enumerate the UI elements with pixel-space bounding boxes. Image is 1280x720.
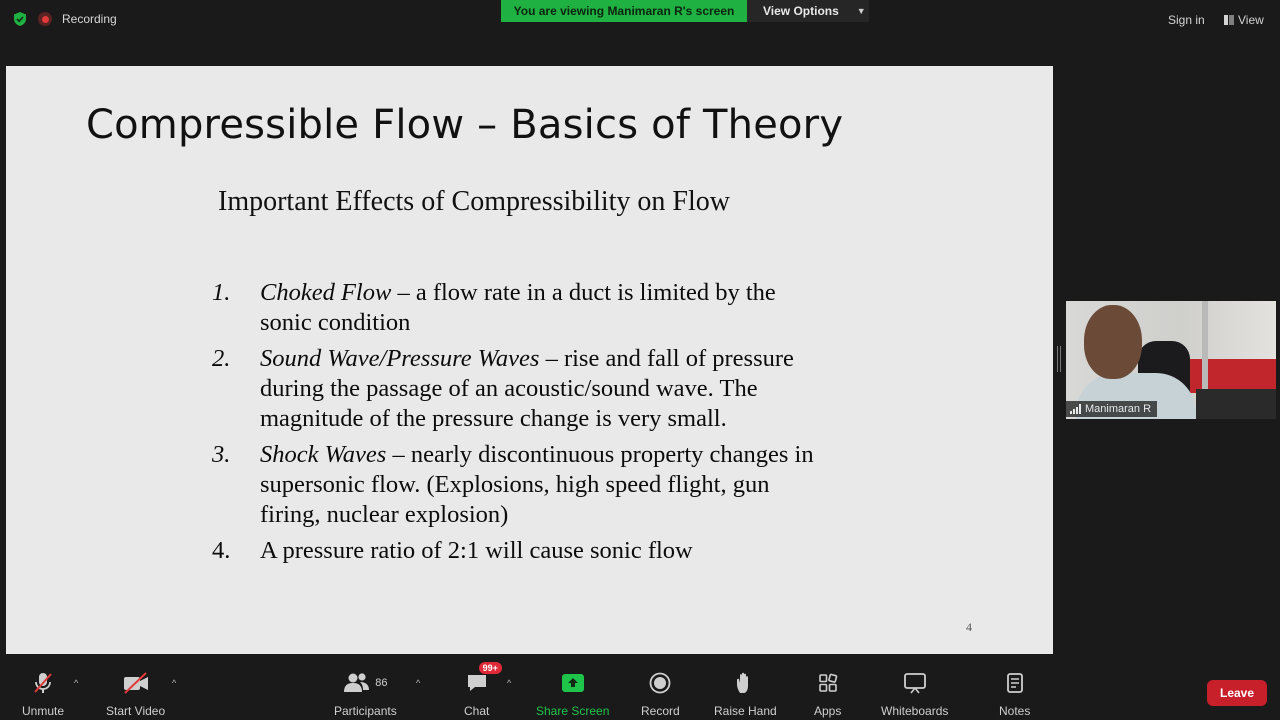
notes-button[interactable] [999,670,1030,718]
record-icon [649,670,671,696]
slide-page-number: 4 [966,620,972,634]
participants-count: 86 [375,677,388,689]
viewing-screen-banner [501,0,747,22]
list-item-text: – a flow rate in a duct is limited by the sonic condition [260,279,776,336]
view-label: View [1238,13,1264,27]
list-item-term: Sound Wave/Pressure Waves [260,345,540,372]
participant-name-label [1066,401,1157,417]
list-item-text: A pressure ratio of 2:1 will cause sonic flow [260,537,693,564]
list-item-number: 4. [212,537,231,564]
start-video-label: Start Video [106,704,166,718]
apps-label: Apps [814,704,842,718]
signal-bars-icon [1070,404,1081,414]
notes-icon [1005,670,1025,696]
participants-button[interactable] [334,670,397,718]
list-item [212,278,832,338]
recording-label: Recording [62,12,117,26]
slide-list [212,278,832,572]
participants-label: Participants [334,704,397,718]
shield-check-icon [12,11,28,27]
share-screen-label: Share Screen [536,704,610,718]
list-item-number: 2. [212,345,231,372]
meeting-toolbar [0,660,1280,720]
video-options-chevron-up-icon[interactable]: ^ [172,678,177,688]
list-item-text: – nearly discontinuous property changes in supersonic flow. (Explosions, high speed flight, gun firing, nuclear explosion) [260,441,814,528]
list-item-body [260,536,693,566]
whiteboards-button[interactable] [881,670,948,718]
chat-unread-badge: 99+ [479,662,502,674]
microphone-muted-icon [31,670,55,696]
unmute-button[interactable] [22,670,64,718]
recording-dot-icon [38,12,52,26]
viewing-prefix: You are viewing [513,4,605,18]
apps-button[interactable] [814,670,841,718]
list-item-term: Shock Waves [260,441,387,468]
video-camera-off-icon [122,670,150,696]
video-background-panel [1178,359,1276,393]
record-button[interactable] [641,670,680,718]
list-item [212,440,832,530]
list-item-text: – rise and fall of pressure during the passage of an acoustic/sound wave. The magnitude of the pressure change is very small. [260,345,794,432]
top-bar [0,0,1280,40]
audio-options-chevron-up-icon[interactable]: ^ [74,678,79,688]
view-options-label: View Options [763,4,839,18]
apps-icon [818,670,838,696]
chat-bubble-icon [465,663,498,696]
video-chair [1196,389,1276,419]
participant-video-tile[interactable] [1066,301,1276,419]
whiteboard-icon [903,670,927,696]
slide-title: Compressible Flow – Basics of Theory [86,102,844,148]
chat-options-chevron-up-icon[interactable]: ^ [507,678,512,688]
list-item [212,344,832,434]
raise-hand-label: Raise Hand [714,704,777,718]
start-video-button[interactable] [106,670,165,718]
raise-hand-button[interactable] [714,670,777,718]
leave-button[interactable]: Leave [1207,680,1267,706]
hand-icon [734,670,756,696]
view-button[interactable] [1224,13,1264,27]
recording-indicator[interactable] [12,11,117,27]
list-item-body [260,440,832,530]
notes-label: Notes [999,704,1031,718]
view-options-button[interactable] [747,0,869,22]
list-item [212,536,832,566]
chevron-down-icon: ▼ [856,6,866,16]
layout-grid-icon [1224,15,1234,25]
list-item-number: 1. [212,279,231,306]
slide-subtitle: Important Effects of Compressibility on Flow [218,186,730,217]
participant-name: Manimaran R [1085,403,1152,415]
share-screen-icon [561,670,585,696]
record-label: Record [641,704,680,718]
chat-button[interactable] [464,663,498,718]
whiteboards-label: Whiteboards [881,704,949,718]
sign-in-button[interactable]: Sign in [1168,13,1205,27]
chat-label: Chat [464,704,490,718]
list-item-body [260,278,832,338]
participant-head [1084,305,1142,379]
list-item-body [260,344,832,434]
list-item-term: Choked Flow [260,279,392,306]
shared-screen [6,66,1053,654]
panel-resize-handle[interactable] [1057,346,1061,372]
participants-icon [343,670,387,696]
list-item-number: 3. [212,441,231,468]
unmute-label: Unmute [22,704,65,718]
participants-options-chevron-up-icon[interactable]: ^ [416,678,421,688]
share-screen-button[interactable] [536,670,609,718]
viewing-name: Manimaran R's screen [607,4,735,18]
